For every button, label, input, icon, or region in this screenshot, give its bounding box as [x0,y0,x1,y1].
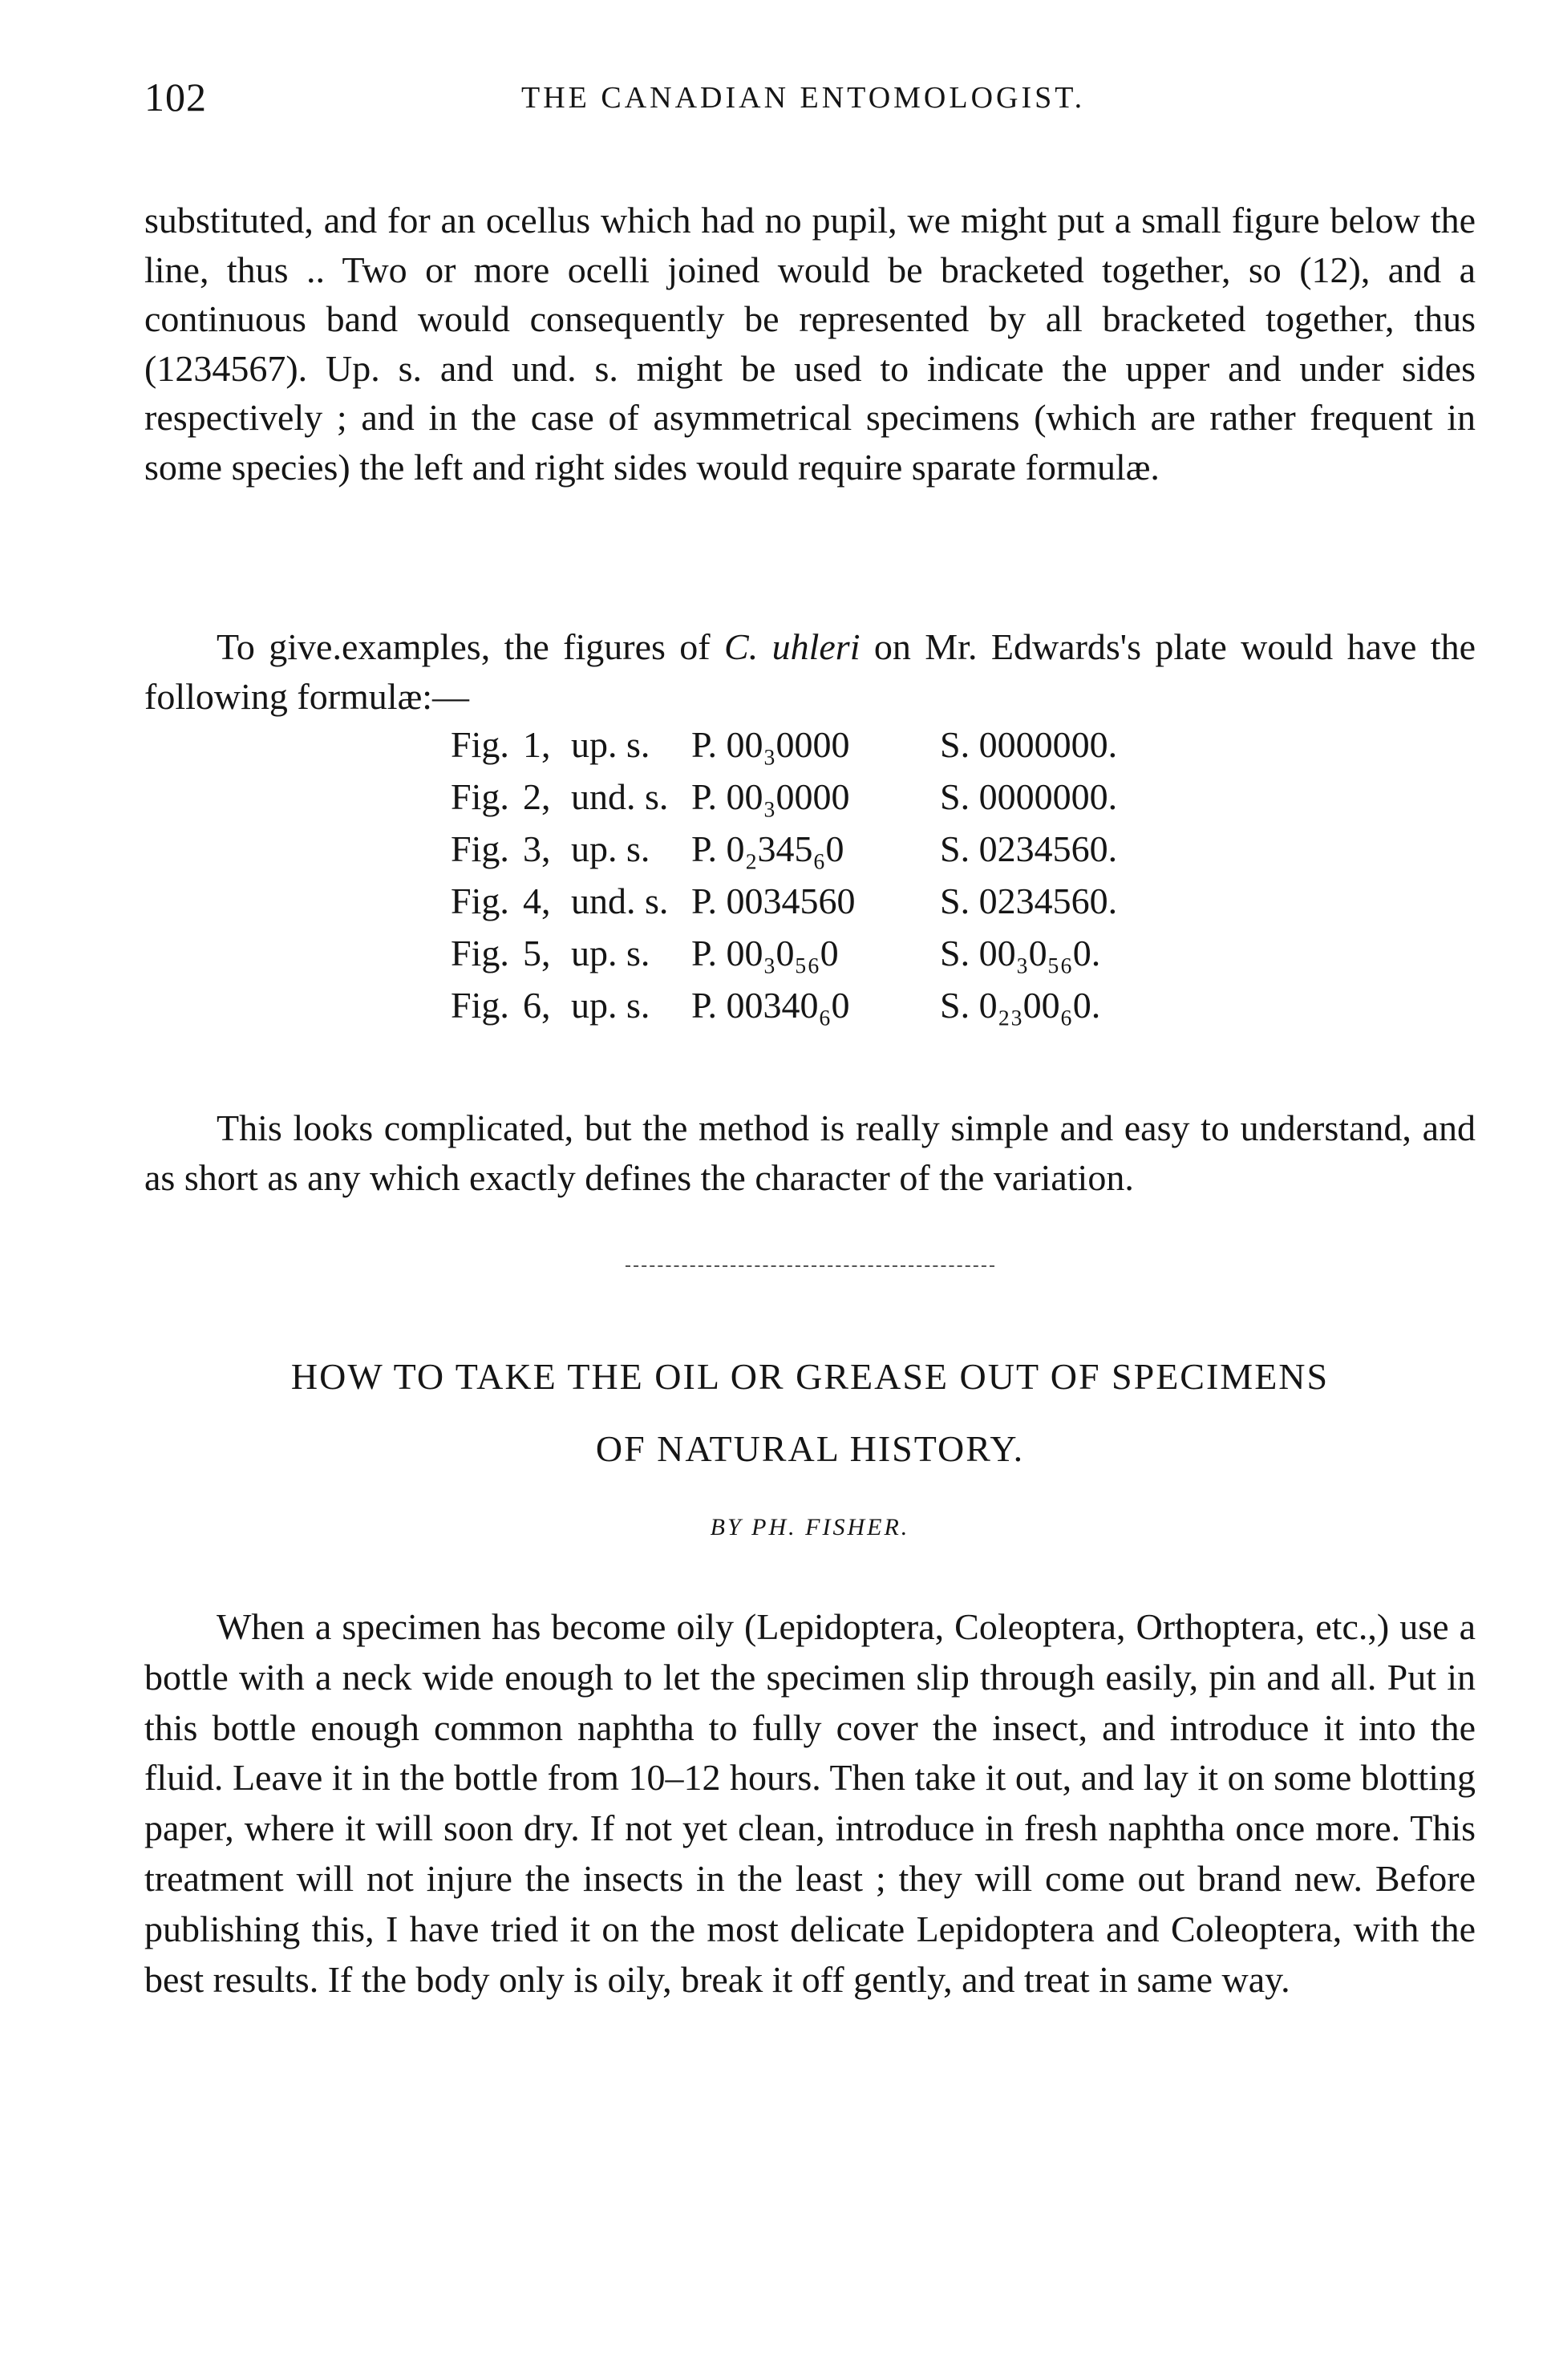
fig-number: 2, [523,776,551,817]
fig-number: 5, [523,933,551,973]
fig-number: 4, [523,880,551,921]
secondary-formula: S. 0234560. [940,828,1118,869]
article-title-line-2: OF NATURAL HISTORY. [595,1428,1025,1469]
secondary-formula: S. 00₃0₅₆0. [940,933,1101,973]
primary-formula: P. 0₂345₆0 [691,828,844,869]
primary-formula: P. 00340₆0 [691,985,850,1026]
fig-number: 3, [523,828,551,869]
page-number: 102 [144,75,207,119]
secondary-formula: S. 0234560. [940,880,1118,921]
article-title-line-1: HOW TO TAKE THE OIL OR GREASE OUT OF SPECIMENS [290,1356,1330,1397]
formulae-table [451,718,1117,1031]
formula-row [451,771,1117,823]
examples-intro-text-end: on Mr. Edwards's plate would have the following formulæ:— [144,626,1476,717]
formula-row [451,979,1117,1031]
species-name: C. uhleri [724,626,861,667]
formula-row [451,823,1117,875]
paragraph-ocellus-notation: substituted, and for an ocellus which had no pupil, we might put a small figure below the line, thus .. Two or more ocelli joined would be bracketed together, so (12), and a continuous band would consequently be represented by all bracketed together, thus (1234567). Up. s. and und. s. might be used to indicate the upper and under sides respectively ; and in the case of asymmetrical specimens (which are rather frequent in some species) the left and right sides would require sparate formulæ. [144,200,1476,488]
paragraph-oil-removal-method: When a specimen has become oily (Lepidoptera, Coleoptera, Orthoptera, etc.,) use a bottle with a neck wide enough to let the specimen slip through easily, pin and all. Put in this bottle enough common naphtha to fully cover the insect, and introduce it into the fluid. Leave it in the bottle from 10–12 hours. Then take it out, and lay it on some blotting paper, where it will soon dry. If not yet clean, introduce in fresh naphtha once more. This treatment will not injure the insects in the least ; they will come out brand new. Before publishing this, I have tried it on the most delicate Lepidoptera and Coleoptera, with the best results. If the body only is oily, break it off gently, and treat in same way. [144,1606,1476,2000]
secondary-formula: S. 0000000. [940,724,1118,765]
fig-label: Fig. [451,985,509,1026]
paragraph-method-summary: This looks complicated, but the method is really simple and easy to understand, and as short as any which exactly defines the character of the variation. [144,1107,1476,1198]
fig-number: 6, [523,985,551,1026]
side-label: up. s. [571,985,650,1026]
side-label: und. s. [571,776,669,817]
primary-formula: P. 00₃0000 [691,776,850,817]
primary-formula: P. 00₃0₅₆0 [691,933,839,973]
fig-label: Fig. [451,776,509,817]
running-head: THE CANADIAN ENTOMOLOGIST. [521,81,1086,115]
secondary-formula: S. 0000000. [940,776,1118,817]
examples-intro-text: To give.examples, the figures of [217,626,725,667]
page-header [144,74,1476,122]
secondary-formula: S. 0₂₃00₆0. [940,985,1101,1026]
formula-row [451,927,1117,979]
section-divider [626,1265,994,1267]
side-label: up. s. [571,724,650,765]
primary-formula: P. 0034560 [691,880,856,921]
fig-label: Fig. [451,933,509,973]
side-label: up. s. [571,933,650,973]
side-label: und. s. [571,880,669,921]
fig-number: 1, [523,724,551,765]
primary-formula: P. 00₃0000 [691,724,850,765]
article-byline: BY PH. FISHER. [710,1514,910,1540]
side-label: up. s. [571,828,650,869]
fig-label: Fig. [451,724,509,765]
fig-label: Fig. [451,828,509,869]
paragraph-examples-intro [144,622,1476,721]
formula-row [451,718,1117,771]
fig-label: Fig. [451,880,509,921]
formula-row [451,875,1117,927]
